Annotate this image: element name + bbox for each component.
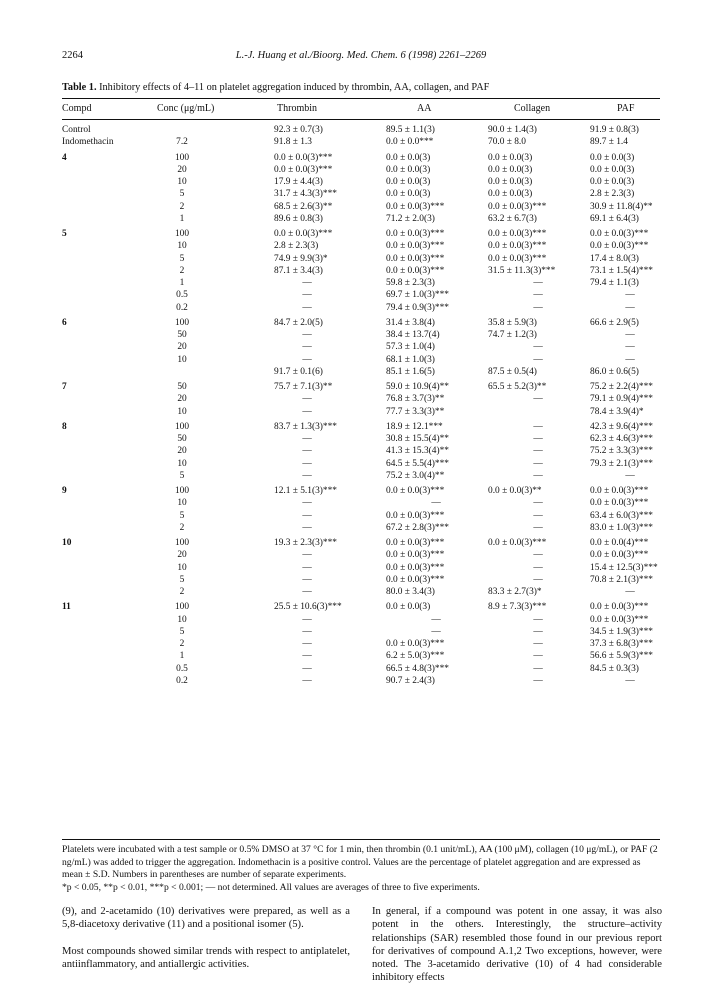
cell-paf: 0.0 ± 0.0(4)***	[590, 538, 649, 548]
journal-citation: L.-J. Huang et al./Bioorg. Med. Chem. 6 (1998) 2261–2269	[235, 50, 487, 61]
cell-collagen: 0.0 ± 0.0(3)	[488, 153, 533, 163]
cell-collagen: —	[533, 446, 543, 456]
table-row	[62, 522, 660, 534]
cell-conc: 0.5	[176, 664, 188, 674]
table-row	[62, 537, 660, 549]
cell-paf: —	[625, 676, 635, 686]
cell-conc: 100	[174, 422, 190, 432]
cell-conc: 100	[174, 486, 190, 496]
cell-paf: 86.0 ± 0.6(5)	[590, 367, 639, 377]
cell-thrombin: —	[302, 627, 312, 637]
cell-thrombin: —	[302, 471, 312, 481]
cell-thrombin: —	[302, 523, 312, 533]
cell-paf: 42.3 ± 9.6(4)***	[590, 422, 653, 432]
cell-collagen: 0.0 ± 0.0(3)***	[488, 202, 547, 212]
cell-thrombin: —	[302, 615, 312, 625]
cell-compd: 7	[62, 382, 67, 392]
cell-aa: 79.4 ± 0.9(3)***	[386, 303, 449, 313]
cell-aa: 0.0 ± 0.0(3)***	[386, 254, 445, 264]
cell-aa: —	[431, 498, 441, 508]
cell-collagen: —	[533, 434, 543, 444]
table-row	[62, 341, 660, 353]
cell-conc: 10	[177, 563, 187, 573]
cell-collagen: 35.8 ± 5.9(3)	[488, 318, 537, 328]
cell-collagen: 0.0 ± 0.0(3)**	[488, 486, 542, 496]
cell-paf: —	[625, 471, 635, 481]
table-row	[62, 164, 660, 176]
col-header-aa: AA	[417, 103, 432, 114]
table-caption	[62, 82, 660, 93]
table-bottom-rule	[62, 839, 660, 840]
cell-thrombin: —	[302, 651, 312, 661]
col-header-thrombin: Thrombin	[277, 103, 317, 114]
cell-conc: 20	[177, 342, 187, 352]
cell-thrombin: 0.0 ± 0.0(3)***	[274, 165, 333, 175]
cell-collagen: 0.0 ± 0.0(3)***	[488, 254, 547, 264]
cell-paf: 0.0 ± 0.0(3)***	[590, 498, 649, 508]
cell-paf: 70.8 ± 2.1(3)***	[590, 575, 653, 585]
cell-aa: 80.0 ± 3.4(3)	[386, 587, 435, 597]
cell-thrombin: 12.1 ± 5.1(3)***	[274, 486, 337, 496]
table-row	[62, 188, 660, 200]
cell-collagen: 0.0 ± 0.0(3)	[488, 177, 533, 187]
cell-thrombin: —	[302, 330, 312, 340]
table-row	[62, 470, 660, 482]
cell-conc: 0.2	[176, 303, 188, 313]
cell-paf: 0.0 ± 0.0(3)***	[590, 241, 649, 251]
table-row	[62, 614, 660, 626]
cell-collagen: —	[533, 627, 543, 637]
cell-thrombin: —	[302, 587, 312, 597]
cell-compd: 4	[62, 153, 67, 163]
cell-collagen: 83.3 ± 2.7(3)*	[488, 587, 542, 597]
cell-collagen: 8.9 ± 7.3(3)***	[488, 602, 547, 612]
table-row	[62, 458, 660, 470]
cell-thrombin: 89.6 ± 0.8(3)	[274, 214, 323, 224]
cell-thrombin: —	[302, 664, 312, 674]
cell-conc: 7.2	[176, 137, 188, 147]
cell-aa: 85.1 ± 1.6(5)	[386, 367, 435, 377]
cell-conc: 10	[177, 407, 187, 417]
table-row	[62, 124, 660, 136]
cell-collagen: —	[533, 342, 543, 352]
table-row	[62, 393, 660, 405]
cell-aa: 38.4 ± 13.7(4)	[386, 330, 440, 340]
cell-aa: 0.0 ± 0.0(3)***	[386, 511, 445, 521]
cell-thrombin: 92.3 ± 0.7(3)	[274, 125, 323, 135]
cell-paf: 84.5 ± 0.3(3)	[590, 664, 639, 674]
cell-paf: 0.0 ± 0.0(3)***	[590, 486, 649, 496]
cell-paf: 17.4 ± 8.0(3)	[590, 254, 639, 264]
cell-aa: 57.3 ± 1.0(4)	[386, 342, 435, 352]
cell-paf: —	[625, 355, 635, 365]
table-row	[62, 626, 660, 638]
cell-conc: 10	[177, 177, 187, 187]
table-row	[62, 136, 660, 148]
cell-thrombin: —	[302, 639, 312, 649]
cell-aa: —	[431, 627, 441, 637]
col-header-collagen: Collagen	[514, 103, 551, 114]
cell-collagen: —	[533, 511, 543, 521]
cell-conc: 2	[179, 523, 185, 533]
cell-thrombin: 84.7 ± 2.0(5)	[274, 318, 323, 328]
table-row	[62, 574, 660, 586]
footnote-significance: *p < 0.05, **p < 0.01, ***p < 0.001; — not determined. All values are averages of three to five experiments.	[62, 881, 480, 893]
cell-thrombin: —	[302, 303, 312, 313]
table-row	[62, 510, 660, 522]
cell-collagen: 63.2 ± 6.7(3)	[488, 214, 537, 224]
cell-paf: 83.0 ± 1.0(3)***	[590, 523, 653, 533]
cell-paf: 37.3 ± 6.8(3)***	[590, 639, 653, 649]
cell-compd: 5	[62, 229, 67, 239]
cell-aa: —	[431, 615, 441, 625]
cell-thrombin: 0.0 ± 0.0(3)***	[274, 229, 333, 239]
table-row	[62, 433, 660, 445]
cell-conc: 10	[177, 241, 187, 251]
cell-collagen: —	[533, 676, 543, 686]
table-row	[62, 675, 660, 687]
cell-conc: 1	[179, 651, 185, 661]
cell-thrombin: 87.1 ± 3.4(3)	[274, 266, 323, 276]
cell-compd: 11	[62, 602, 71, 612]
cell-conc: 5	[179, 627, 185, 637]
cell-paf: —	[625, 330, 635, 340]
cell-conc: 5	[179, 575, 185, 585]
cell-aa: 0.0 ± 0.0(3)***	[386, 639, 445, 649]
cell-paf: 34.5 ± 1.9(3)***	[590, 627, 653, 637]
table-row	[62, 354, 660, 366]
cell-collagen: —	[533, 422, 543, 432]
cell-conc: 100	[174, 153, 190, 163]
cell-conc: 10	[177, 615, 187, 625]
cell-conc: 2	[179, 266, 185, 276]
cell-thrombin: —	[302, 498, 312, 508]
cell-aa: 76.8 ± 3.7(3)**	[386, 394, 445, 404]
cell-conc: 20	[177, 394, 187, 404]
cell-aa: 77.7 ± 3.3(3)**	[386, 407, 445, 417]
cell-paf: 15.4 ± 12.5(3)***	[590, 563, 658, 573]
cell-thrombin: 68.5 ± 2.6(3)**	[274, 202, 333, 212]
table-row	[62, 317, 660, 329]
cell-compd: 9	[62, 486, 67, 496]
cell-paf: 79.1 ± 0.9(4)***	[590, 394, 653, 404]
table-row	[62, 562, 660, 574]
cell-collagen: —	[533, 355, 543, 365]
cell-thrombin: 17.9 ± 4.4(3)	[274, 177, 323, 187]
page-number: 2264	[62, 50, 83, 61]
cell-paf: 69.1 ± 6.4(3)	[590, 214, 639, 224]
cell-paf: 91.9 ± 0.8(3)	[590, 125, 639, 135]
cell-paf: 63.4 ± 6.0(3)***	[590, 511, 653, 521]
cell-conc: 20	[177, 165, 187, 175]
cell-collagen: —	[533, 278, 543, 288]
cell-thrombin: 75.7 ± 7.1(3)**	[274, 382, 333, 392]
table-body	[62, 120, 660, 820]
cell-aa: 0.0 ± 0.0(3)***	[386, 202, 445, 212]
cell-aa: 0.0 ± 0.0(3)	[386, 602, 431, 612]
cell-compd: Indomethacin	[62, 137, 114, 147]
cell-thrombin: 31.7 ± 4.3(3)***	[274, 189, 337, 199]
cell-collagen: 0.0 ± 0.0(3)	[488, 189, 533, 199]
table-row	[62, 497, 660, 509]
cell-aa: 31.4 ± 3.8(4)	[386, 318, 435, 328]
table-title: Inhibitory effects of 4–11 on platelet aggregation induced by thrombin, AA, collagen, and PAF	[99, 82, 490, 93]
table-row	[62, 289, 660, 301]
cell-collagen: —	[533, 639, 543, 649]
table-row	[62, 485, 660, 497]
cell-collagen: —	[533, 575, 543, 585]
cell-conc: 20	[177, 446, 187, 456]
cell-conc: 2	[179, 202, 185, 212]
cell-conc: 50	[177, 330, 187, 340]
cell-aa: 0.0 ± 0.0(3)	[386, 177, 431, 187]
table-row	[62, 601, 660, 613]
cell-thrombin: 2.8 ± 2.3(3)	[274, 241, 319, 251]
cell-paf: 56.6 ± 5.9(3)***	[590, 651, 653, 661]
cell-conc: 100	[174, 538, 190, 548]
cell-collagen: —	[533, 471, 543, 481]
cell-aa: 66.5 ± 4.8(3)***	[386, 664, 449, 674]
table-row	[62, 176, 660, 188]
cell-aa: 75.2 ± 3.0(4)**	[386, 471, 445, 481]
cell-collagen: —	[533, 664, 543, 674]
cell-collagen: —	[533, 563, 543, 573]
cell-aa: 0.0 ± 0.0(3)	[386, 153, 431, 163]
cell-conc: 100	[174, 229, 190, 239]
cell-collagen: —	[533, 459, 543, 469]
cell-paf: 0.0 ± 0.0(3)	[590, 165, 635, 175]
cell-paf: 75.2 ± 3.3(3)***	[590, 446, 653, 456]
cell-aa: 30.8 ± 15.5(4)**	[386, 434, 449, 444]
cell-aa: 59.0 ± 10.9(4)**	[386, 382, 449, 392]
cell-aa: 69.7 ± 1.0(3)***	[386, 290, 449, 300]
cell-conc: 10	[177, 459, 187, 469]
cell-paf: 75.2 ± 2.2(4)***	[590, 382, 653, 392]
table-row	[62, 302, 660, 314]
cell-paf: 89.7 ± 1.4	[590, 137, 628, 147]
cell-conc: 100	[174, 602, 190, 612]
cell-collagen: 0.0 ± 0.0(3)***	[488, 229, 547, 239]
cell-thrombin: —	[302, 446, 312, 456]
table-row	[62, 152, 660, 164]
cell-thrombin: —	[302, 394, 312, 404]
cell-thrombin: 83.7 ± 1.3(3)***	[274, 422, 337, 432]
cell-conc: 5	[179, 254, 185, 264]
table-header	[62, 99, 660, 119]
cell-thrombin: —	[302, 342, 312, 352]
body-column-left	[62, 905, 350, 984]
cell-aa: 68.1 ± 1.0(3)	[386, 355, 435, 365]
cell-collagen: 90.0 ± 1.4(3)	[488, 125, 537, 135]
cell-conc: 5	[179, 471, 185, 481]
body-column-right	[372, 905, 662, 998]
cell-conc: 2	[179, 587, 185, 597]
data-table	[62, 98, 660, 820]
cell-aa: 0.0 ± 0.0***	[386, 137, 434, 147]
cell-collagen: 65.5 ± 5.2(3)**	[488, 382, 547, 392]
cell-aa: 0.0 ± 0.0(3)***	[386, 229, 445, 239]
footnote-methods: Platelets were incubated with a test sample or 0.5% DMSO at 37 °C for 1 min, then thrombin (0.1 unit/mL), AA (100 μM), collagen (10 μg/mL), or PAF (2 ng/mL) was added to trigger the aggregation. Indomethacin is a positive control. Values are the percentage of platelet aggregation and are expressed as mean ± S.D. Numbers in parentheses are number of separate experiments.	[62, 844, 658, 880]
cell-collagen: —	[533, 523, 543, 533]
cell-paf: —	[625, 587, 635, 597]
cell-conc: 10	[177, 355, 187, 365]
cell-thrombin: 91.7 ± 0.1(6)	[274, 367, 323, 377]
cell-collagen: 87.5 ± 0.5(4)	[488, 367, 537, 377]
cell-thrombin: —	[302, 511, 312, 521]
cell-aa: 71.2 ± 2.0(3)	[386, 214, 435, 224]
cell-conc: 10	[177, 498, 187, 508]
cell-paf: 79.3 ± 2.1(3)***	[590, 459, 653, 469]
table-row	[62, 586, 660, 598]
cell-paf: 73.1 ± 1.5(4)***	[590, 266, 653, 276]
table-row	[62, 381, 660, 393]
table-row	[62, 329, 660, 341]
cell-thrombin: —	[302, 434, 312, 444]
cell-collagen: —	[533, 651, 543, 661]
cell-collagen: 31.5 ± 11.3(3)***	[488, 266, 556, 276]
paragraph: Most compounds showed similar trends with respect to antiplatelet, antiinflammatory, and antiallergic activities.	[62, 945, 350, 970]
cell-aa: 0.0 ± 0.0(3)	[386, 189, 431, 199]
table-row	[62, 366, 660, 378]
cell-aa: 0.0 ± 0.0(3)***	[386, 486, 445, 496]
cell-paf: 30.9 ± 11.8(4)**	[590, 202, 653, 212]
cell-thrombin: —	[302, 676, 312, 686]
table-row	[62, 265, 660, 277]
cell-collagen: —	[533, 394, 543, 404]
cell-collagen: —	[533, 615, 543, 625]
cell-thrombin: —	[302, 278, 312, 288]
table-row	[62, 253, 660, 265]
cell-conc: 50	[177, 434, 187, 444]
cell-thrombin: —	[302, 459, 312, 469]
cell-collagen: 0.0 ± 0.0(3)***	[488, 538, 547, 548]
cell-thrombin: 74.9 ± 9.9(3)*	[274, 254, 328, 264]
cell-conc: 5	[179, 511, 185, 521]
cell-aa: 0.0 ± 0.0(3)***	[386, 266, 445, 276]
table-row	[62, 406, 660, 418]
cell-aa: 6.2 ± 5.0(3)***	[386, 651, 445, 661]
cell-conc: 100	[174, 318, 190, 328]
cell-aa: 59.8 ± 2.3(3)	[386, 278, 435, 288]
table-row	[62, 549, 660, 561]
table-row	[62, 638, 660, 650]
cell-conc: 5	[179, 189, 185, 199]
cell-conc: 2	[179, 639, 185, 649]
cell-thrombin: —	[302, 550, 312, 560]
cell-conc: 20	[177, 550, 187, 560]
cell-aa: 90.7 ± 2.4(3)	[386, 676, 435, 686]
cell-collagen: —	[533, 498, 543, 508]
cell-thrombin: 25.5 ± 10.6(3)***	[274, 602, 342, 612]
cell-compd: 8	[62, 422, 67, 432]
table-footnote	[62, 839, 660, 894]
cell-thrombin: —	[302, 563, 312, 573]
table-row	[62, 228, 660, 240]
cell-collagen: 70.0 ± 8.0	[488, 137, 526, 147]
cell-paf: 66.6 ± 2.9(5)	[590, 318, 639, 328]
cell-conc: 50	[177, 382, 187, 392]
cell-paf: 62.3 ± 4.6(3)***	[590, 434, 653, 444]
cell-conc: 1	[179, 278, 185, 288]
table-row	[62, 421, 660, 433]
cell-aa: 0.0 ± 0.0(3)***	[386, 575, 445, 585]
cell-aa: 67.2 ± 2.8(3)***	[386, 523, 449, 533]
cell-thrombin: 19.3 ± 2.3(3)***	[274, 538, 337, 548]
table-row	[62, 277, 660, 289]
cell-paf: 0.0 ± 0.0(3)***	[590, 550, 649, 560]
cell-aa: 0.0 ± 0.0(3)	[386, 165, 431, 175]
cell-collagen: 0.0 ± 0.0(3)	[488, 165, 533, 175]
col-header-conc: Conc (μg/mL)	[157, 103, 215, 114]
cell-compd: 10	[62, 538, 72, 548]
col-header-paf: PAF	[617, 103, 635, 114]
cell-thrombin: —	[302, 407, 312, 417]
cell-paf: 0.0 ± 0.0(3)***	[590, 602, 649, 612]
table-row	[62, 650, 660, 662]
cell-aa: 41.3 ± 15.3(4)**	[386, 446, 449, 456]
cell-aa: 0.0 ± 0.0(3)***	[386, 538, 445, 548]
cell-aa: 0.0 ± 0.0(3)***	[386, 241, 445, 251]
cell-collagen: 0.0 ± 0.0(3)***	[488, 241, 547, 251]
cell-compd: Control	[62, 125, 91, 135]
cell-paf: —	[625, 290, 635, 300]
table-row	[62, 201, 660, 213]
cell-thrombin: —	[302, 290, 312, 300]
cell-collagen: 74.7 ± 1.2(3)	[488, 330, 537, 340]
paragraph: (9), and 2-acetamido (10) derivatives were prepared, as well as a 5,8-diacetoxy derivative (11) and a positional isomer (5).	[62, 906, 350, 931]
cell-paf: 79.4 ± 1.1(3)	[590, 278, 639, 288]
cell-paf: 0.0 ± 0.0(3)***	[590, 229, 649, 239]
cell-thrombin: 91.8 ± 1.3	[274, 137, 312, 147]
cell-conc: 0.2	[176, 676, 188, 686]
cell-aa: 89.5 ± 1.1(3)	[386, 125, 435, 135]
cell-thrombin: 0.0 ± 0.0(3)***	[274, 153, 333, 163]
cell-conc: 0.5	[176, 290, 188, 300]
table-row	[62, 213, 660, 225]
table-row	[62, 445, 660, 457]
cell-collagen: —	[533, 303, 543, 313]
col-header-compd: Compd	[62, 103, 92, 114]
table-row	[62, 663, 660, 675]
cell-paf: —	[625, 342, 635, 352]
cell-paf: 2.8 ± 2.3(3)	[590, 189, 635, 199]
cell-aa: 18.9 ± 12.1***	[386, 422, 443, 432]
cell-paf: 0.0 ± 0.0(3)	[590, 153, 635, 163]
cell-aa: 64.5 ± 5.5(4)***	[386, 459, 449, 469]
cell-paf: 78.4 ± 3.9(4)*	[590, 407, 644, 417]
cell-paf: 0.0 ± 0.0(3)***	[590, 615, 649, 625]
cell-paf: —	[625, 303, 635, 313]
table-row	[62, 240, 660, 252]
cell-conc: 1	[179, 214, 185, 224]
cell-aa: 0.0 ± 0.0(3)***	[386, 563, 445, 573]
paragraph: In general, if a compound was potent in one assay, it was also potent in the others. Interestingly, the structure–activity relationships (SAR) resembled those found in our previous report for derivatives of compound A.1,2 Two exceptions, however, were noted. The 3-acetamido derivative (10) of 4 had considerable inhibitory effects	[372, 906, 662, 984]
cell-collagen: —	[533, 290, 543, 300]
cell-aa: 0.0 ± 0.0(3)***	[386, 550, 445, 560]
cell-paf: 0.0 ± 0.0(3)	[590, 177, 635, 187]
cell-thrombin: —	[302, 575, 312, 585]
cell-thrombin: —	[302, 355, 312, 365]
table-label: Table 1.	[62, 82, 97, 93]
cell-compd: 6	[62, 318, 67, 328]
cell-collagen: —	[533, 550, 543, 560]
